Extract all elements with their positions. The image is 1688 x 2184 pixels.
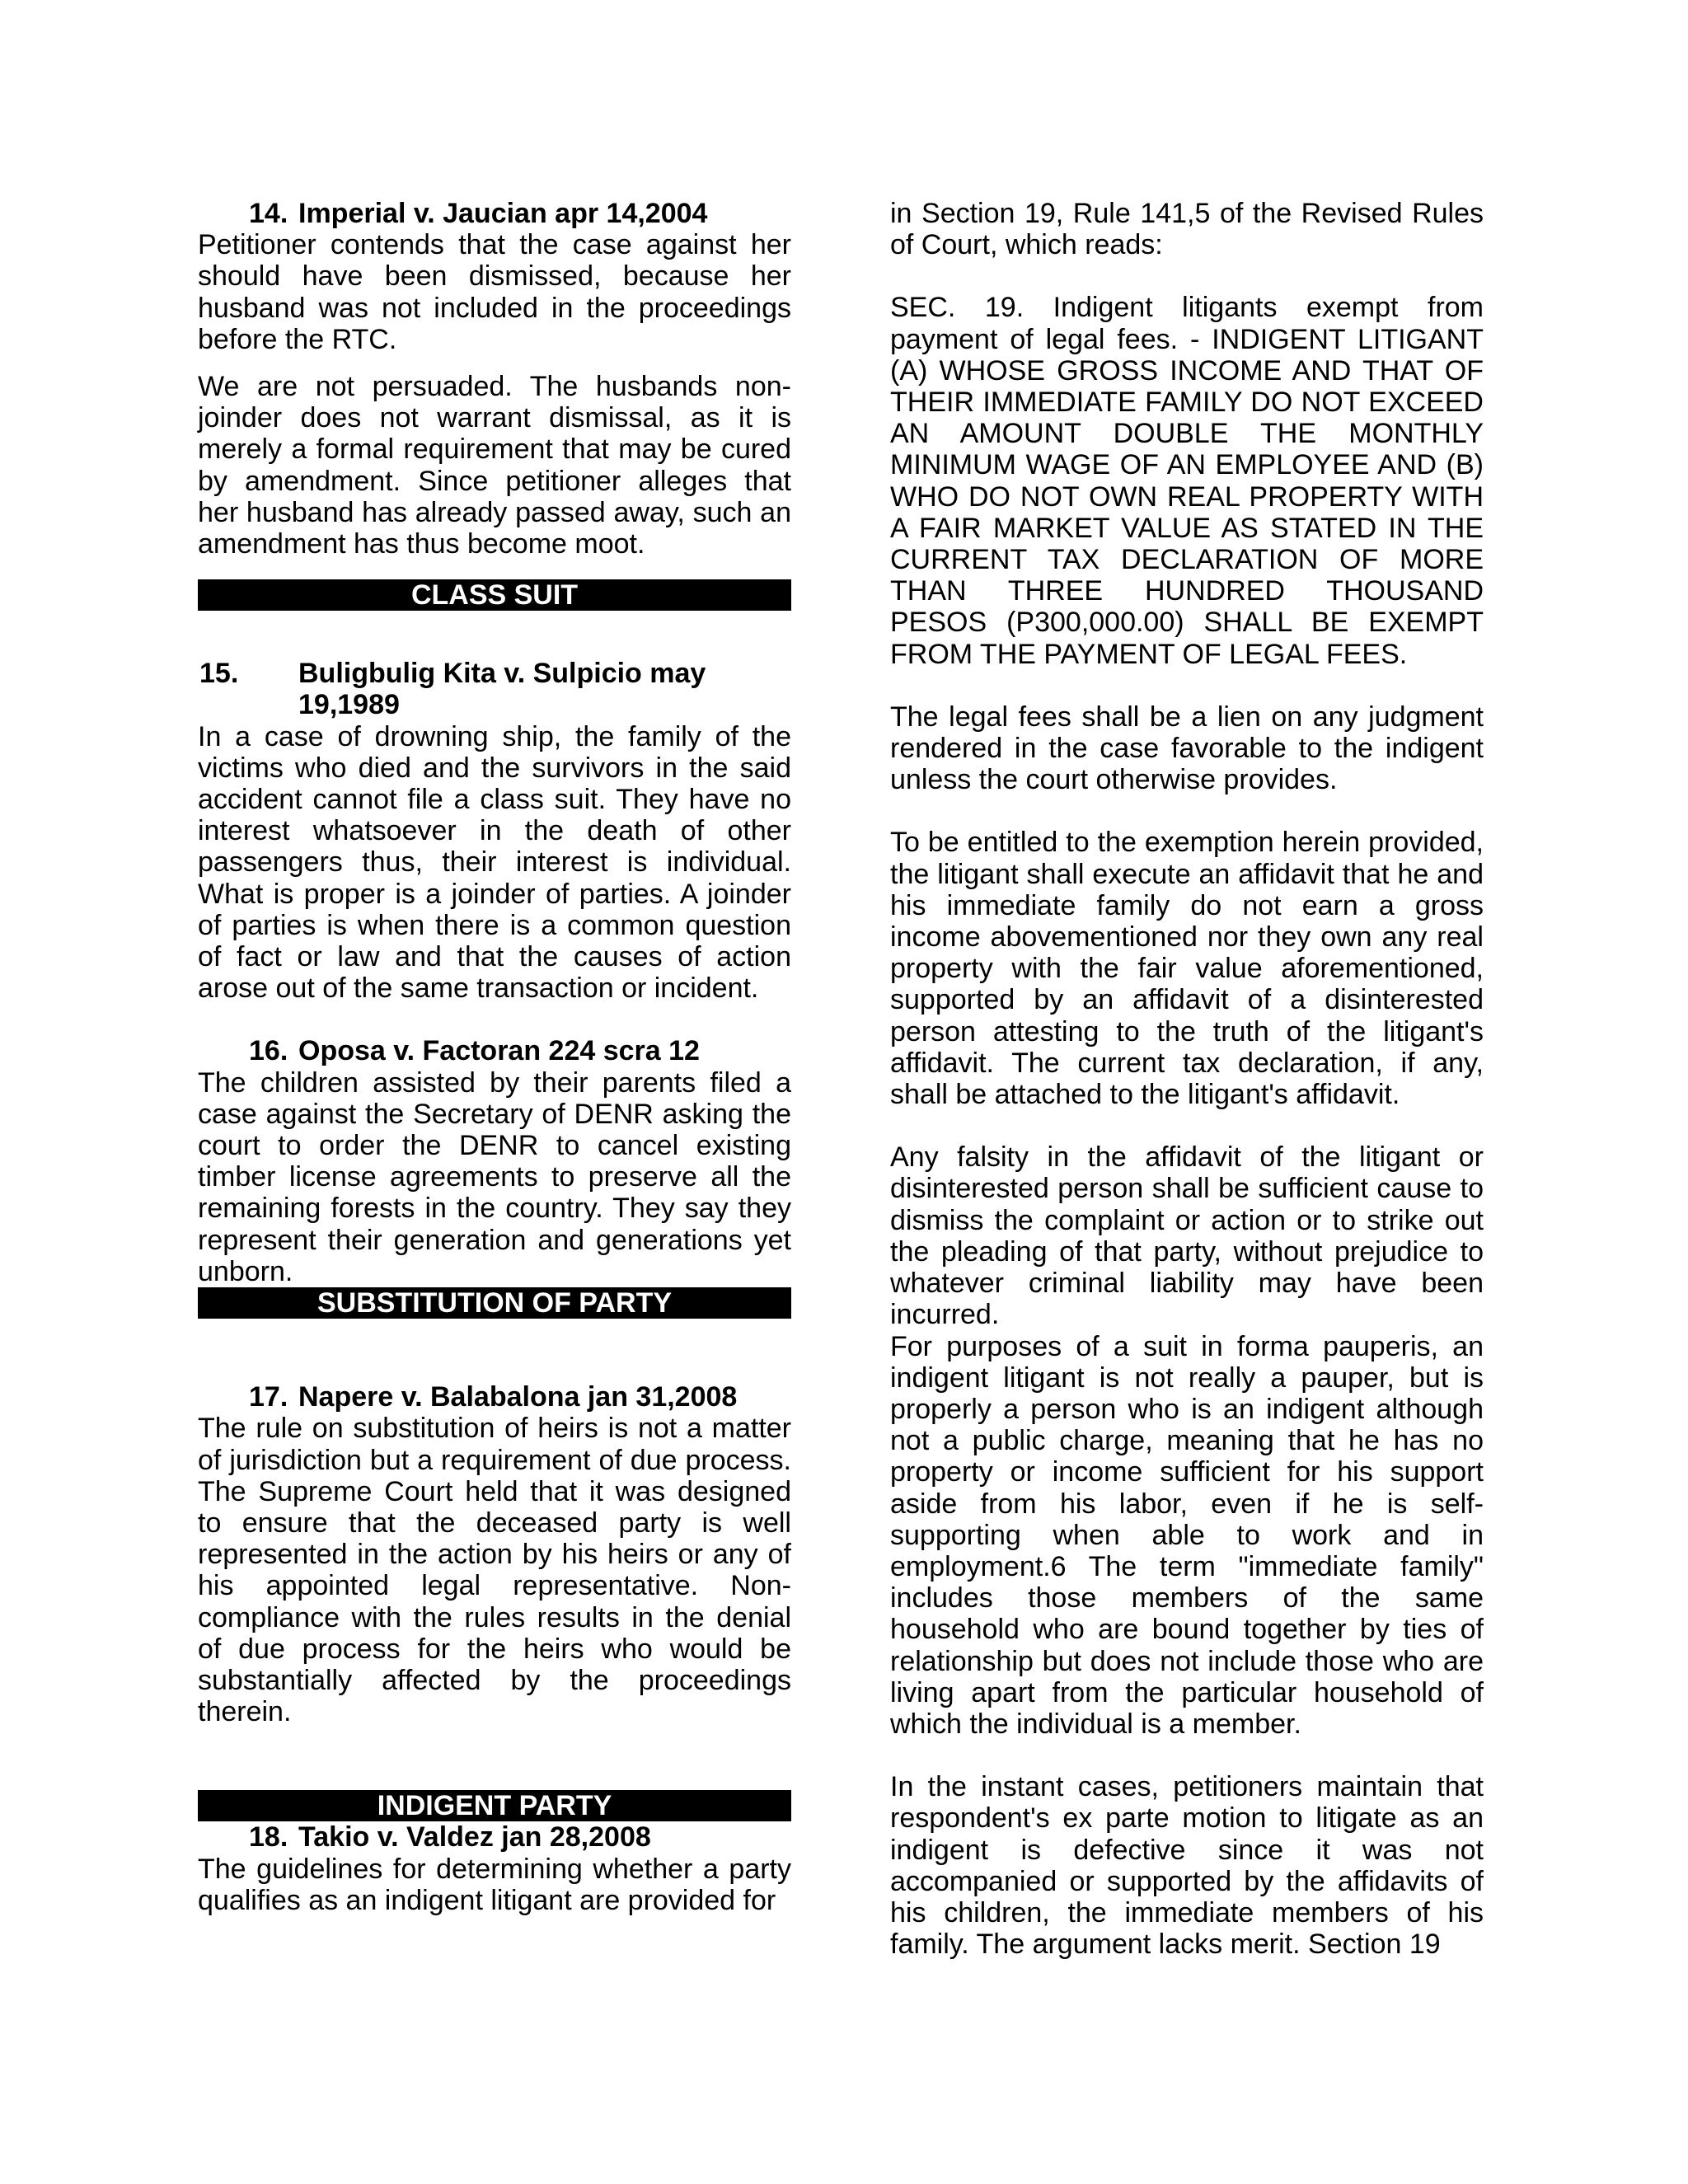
case-14-para-2: We are not persuaded. The husbands non-joinder does not warrant dismissal, as it is merely a formal requirement that may be cured by amendment. Since petitioner alleges that her husband has already passed away, such an amendment has thus become moot. [198, 371, 791, 560]
right-para-falsity: Any falsity in the affidavit of the litigant or disinterested person shall be sufficient cause to dismiss the complaint or action or to strike out the pleading of that party, without prejudice to whatever criminal liability may have been incurred. [890, 1141, 1484, 1331]
right-para-instant-cases: In the instant cases, petitioners maintain that respondent's ex parte motion to litigate as an indigent is defective since it was not accompanied or supported by the affidavits of his children, the immediate members of his family. The argument lacks merit. Section 19 [890, 1771, 1484, 1961]
case-15-para-1: In a case of drowning ship, the family of the victims who died and the survivors in the said accident cannot file a class suit. They have no interest whatsoever in the death of other passengers thus, their interest is individual. What is proper is a joinder of parties. A joinder of parties is when there is a common question of fact or law and that the causes of action arose out of the same transaction or incident. [198, 720, 791, 1005]
section-banner-indigent: INDIGENT PARTY [198, 1790, 791, 1821]
case-16-title: 16. Oposa v. Factoran 224 scra 12 [249, 1035, 700, 1067]
right-para-sec19: SEC. 19. Indigent litigants exempt from payment of legal fees. - INDIGENT LITIGANT (A) WHOSE GROSS INCOME AND THAT OF THEIR IMMEDIATE FAMILY DO NOT EXCEED AN AMOUNT DOUBLE THE MONTHLY MINIMUM WAGE OF AN EMPLOYEE AND (B) WHO DO NOT OWN REAL PROPERTY WITH A FAIR MARKET VALUE AS STATED IN THE CURRENT TAX DECLARATION OF MORE THAN THREE HUNDRED THOUSAND PESOS (P300,000.00) SHALL BE EXEMPT FROM THE PAYMENT OF LEGAL FEES. [890, 292, 1484, 670]
case-18-para-1: The guidelines for determining whether a party qualifies as an indigent litigant are provided for [198, 1853, 791, 1916]
section-banner-substitution: SUBSTITUTION OF PARTY [198, 1287, 791, 1319]
case-14-title: 14. Imperial v. Jaucian apr 14,2004 [249, 198, 708, 229]
case-17-para-1: The rule on substitution of heirs is not a matter of jurisdiction but a requirement of due process. The Supreme Court held that it was designed to ensure that the deceased party is well represented in the action by his heirs or any of his appointed legal representative. Non-compliance with the rules results in the denial of due process for the heirs who would be substantially affected by the proceedings therein. [198, 1413, 791, 1728]
right-para-forma-pauperis: For purposes of a suit in forma pauperis, an indigent litigant is not really a pauper, but is properly a person who is an indigent although not a public charge, meaning that he has no property or income sufficient for his support aside from his labor, even if he is self-supporting when able to work and in employment.6 The term "immediate family" includes those members of the same household who are bound together by ties of relationship but does not include those who are living apart from the particular household of which the individual is a member. [890, 1330, 1484, 1740]
case-15-title: 15. Buligbulig Kita v. Sulpicio may 19,1989 [199, 658, 706, 721]
left-column [198, 198, 791, 1916]
right-para-1: in Section 19, Rule 141,5 of the Revised Rules of Court, which reads: [890, 198, 1484, 261]
right-column [890, 198, 1484, 1960]
right-para-exemption: To be entitled to the exemption herein provided, the litigant shall execute an affidavit that he and his immediate family do not earn a gross income abovementioned nor they own any real property with the fair value aforementioned, supported by an affidavit of a disinterested person attesting to the truth of the litigant's affidavit. The current tax declaration, if any, shall be attached to the litigant's affidavit. [890, 827, 1484, 1111]
case-16-para-1: The children assisted by their parents filed a case against the Secretary of DENR asking the court to order the DENR to cancel existing timber license agreements to preserve all the remaining forests in the country. They say they represent their generation and generations yet unborn. [198, 1066, 791, 1287]
case-17-title: 17. Napere v. Balabalona jan 31,2008 [249, 1381, 738, 1413]
case-14-para-1: Petitioner contends that the case against her should have been dismissed, because her husband was not included in the proceedings before the RTC. [198, 229, 791, 355]
right-para-lien: The legal fees shall be a lien on any judgment rendered in the case favorable to the indigent unless the court otherwise provides. [890, 701, 1484, 796]
case-18-title: 18. Takio v. Valdez jan 28,2008 [249, 1821, 651, 1854]
section-banner-class-suit: CLASS SUIT [198, 579, 791, 611]
